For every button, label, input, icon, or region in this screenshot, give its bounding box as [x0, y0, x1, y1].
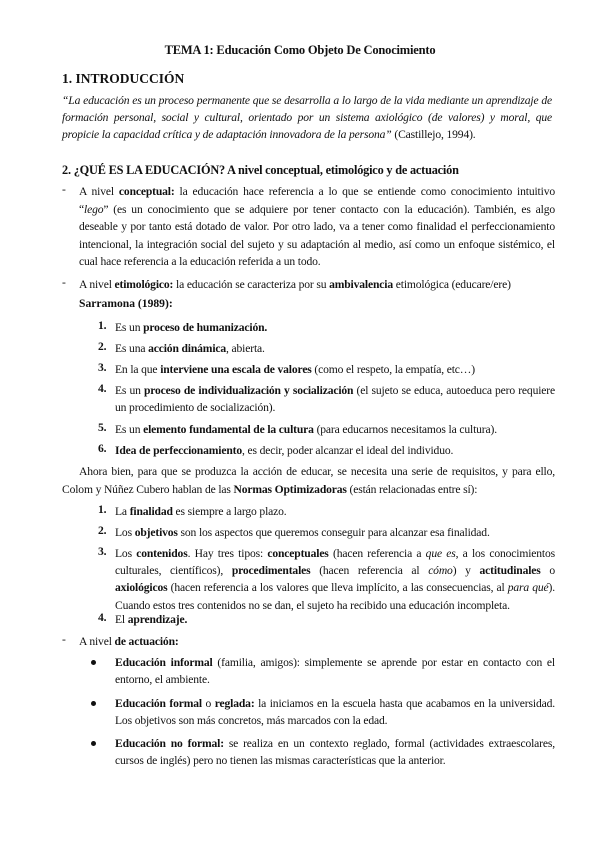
list-item: Educación formal o reglada: la iniciamos en la escuela hasta que acabamos en la universidad. Los objetivos son más concretos, más marcados con la edad.	[91, 695, 555, 729]
intro-quote	[62, 92, 552, 144]
dash-bullet: -	[62, 276, 66, 289]
list-item: 3. Los contenidos. Hay tres tipos: conceptuales (hacen referencia a que es, a los conocimientos culturales, científicos), procedimentales (hacen referencia al cómo) y actitudinales o axiológicos (hacen referencia a los valores que lleva implícito, a las consecuencias, al para qué). Cuando estos tres contenidos no se dan, el sujeto ha recibido una educación incompleta.	[98, 545, 555, 612]
list-item: 1. La finalidad es siempre a largo plazo.	[98, 503, 287, 518]
list-item: 1. Es un proceso de humanización.	[98, 319, 268, 334]
paragraph-nivel-etimologico: A nivel etimológico: la educación se caracteriza por su ambivalencia etimológica (educare/ere)	[79, 278, 511, 291]
bullet-dot	[91, 741, 96, 746]
document-title: TEMA 1: Educación Como Objeto De Conocimiento	[164, 43, 436, 57]
list-item: Educación no formal: se realiza en un contexto reglado, formal (actividades extraescolares, cursos de inglés) pero no tienen las mismas características que la anterior.	[91, 735, 555, 769]
list-item: 4. Es un proceso de individualización y socialización (el sujeto se educa, autoeduca pero requiere un procedimiento de socialización).	[98, 382, 555, 415]
list-item: 4. El aprendizaje.	[98, 611, 188, 626]
paragraph-nivel-conceptual: A nivel conceptual: la educación hace referencia a lo que se entiende como conocimiento intuitivo “lego” (es un conocimiento que se adquiere por tener contacto con la educación). También, es algo deseable y por tanto está dotado de valor. Por otro lado, va a tener como finalidad el perfeccionamiento intencional, la integración social del sujeto y su adaptación al medio, así como un enfoque sistémico, el cual hace referencia a la educación referida a un todo.	[79, 185, 555, 269]
paragraph-nivel-actuacion: A nivel de actuación:	[79, 635, 179, 648]
list-item: 3. En la que interviene una escala de valores (como el respeto, la empatía, etc…)	[98, 361, 475, 376]
section-heading-introduccion: 1. INTRODUCCIÓN	[62, 71, 185, 86]
bullet-dot	[91, 660, 96, 665]
section-heading-que-es-educacion: 2. ¿QUÉ ES LA EDUCACIÓN? A nivel conceptual, etimológico y de actuación	[62, 163, 459, 177]
list-item: 2. Los objetivos son los aspectos que queremos conseguir para alcanzar esa finalidad.	[98, 524, 490, 539]
list-item: 5. Es un elemento fundamental de la cultura (para educarnos necesitamos la cultura).	[98, 421, 497, 436]
bullet-dot	[91, 701, 96, 706]
list-item: 2. Es una acción dinámica, abierta.	[98, 340, 265, 355]
dash-bullet: -	[62, 633, 66, 646]
quote-citation: (Castillejo, 1994).	[391, 128, 476, 142]
list-item: 6. Idea de perfeccionamiento, es decir, poder alcanzar el ideal del individuo.	[98, 442, 454, 457]
paragraph-normas-optimizadoras: Ahora bien, para que se produzca la acción de educar, se necesita una serie de requisitos, y para ello, Colom y Núñez Cubero hablan de las Normas Optimizadoras (están relacionadas entre sí):	[62, 465, 555, 496]
dash-bullet: -	[62, 183, 66, 196]
list-item: Educación informal (familia, amigos): simplemente se aprende por estar en contacto con el entorno, el ambiente.	[91, 654, 555, 688]
sarramona-heading: Sarramona (1989):	[79, 297, 173, 310]
quote-text: “La educación es un proceso permanente que se desarrolla a lo largo de la vida mediante un aprendizaje de formación personal, social y cultural, orientado por un sistema axiológico (de valores) y moral, que propicie la capacidad crítica y de adaptación innovadora de la persona”	[62, 94, 552, 142]
